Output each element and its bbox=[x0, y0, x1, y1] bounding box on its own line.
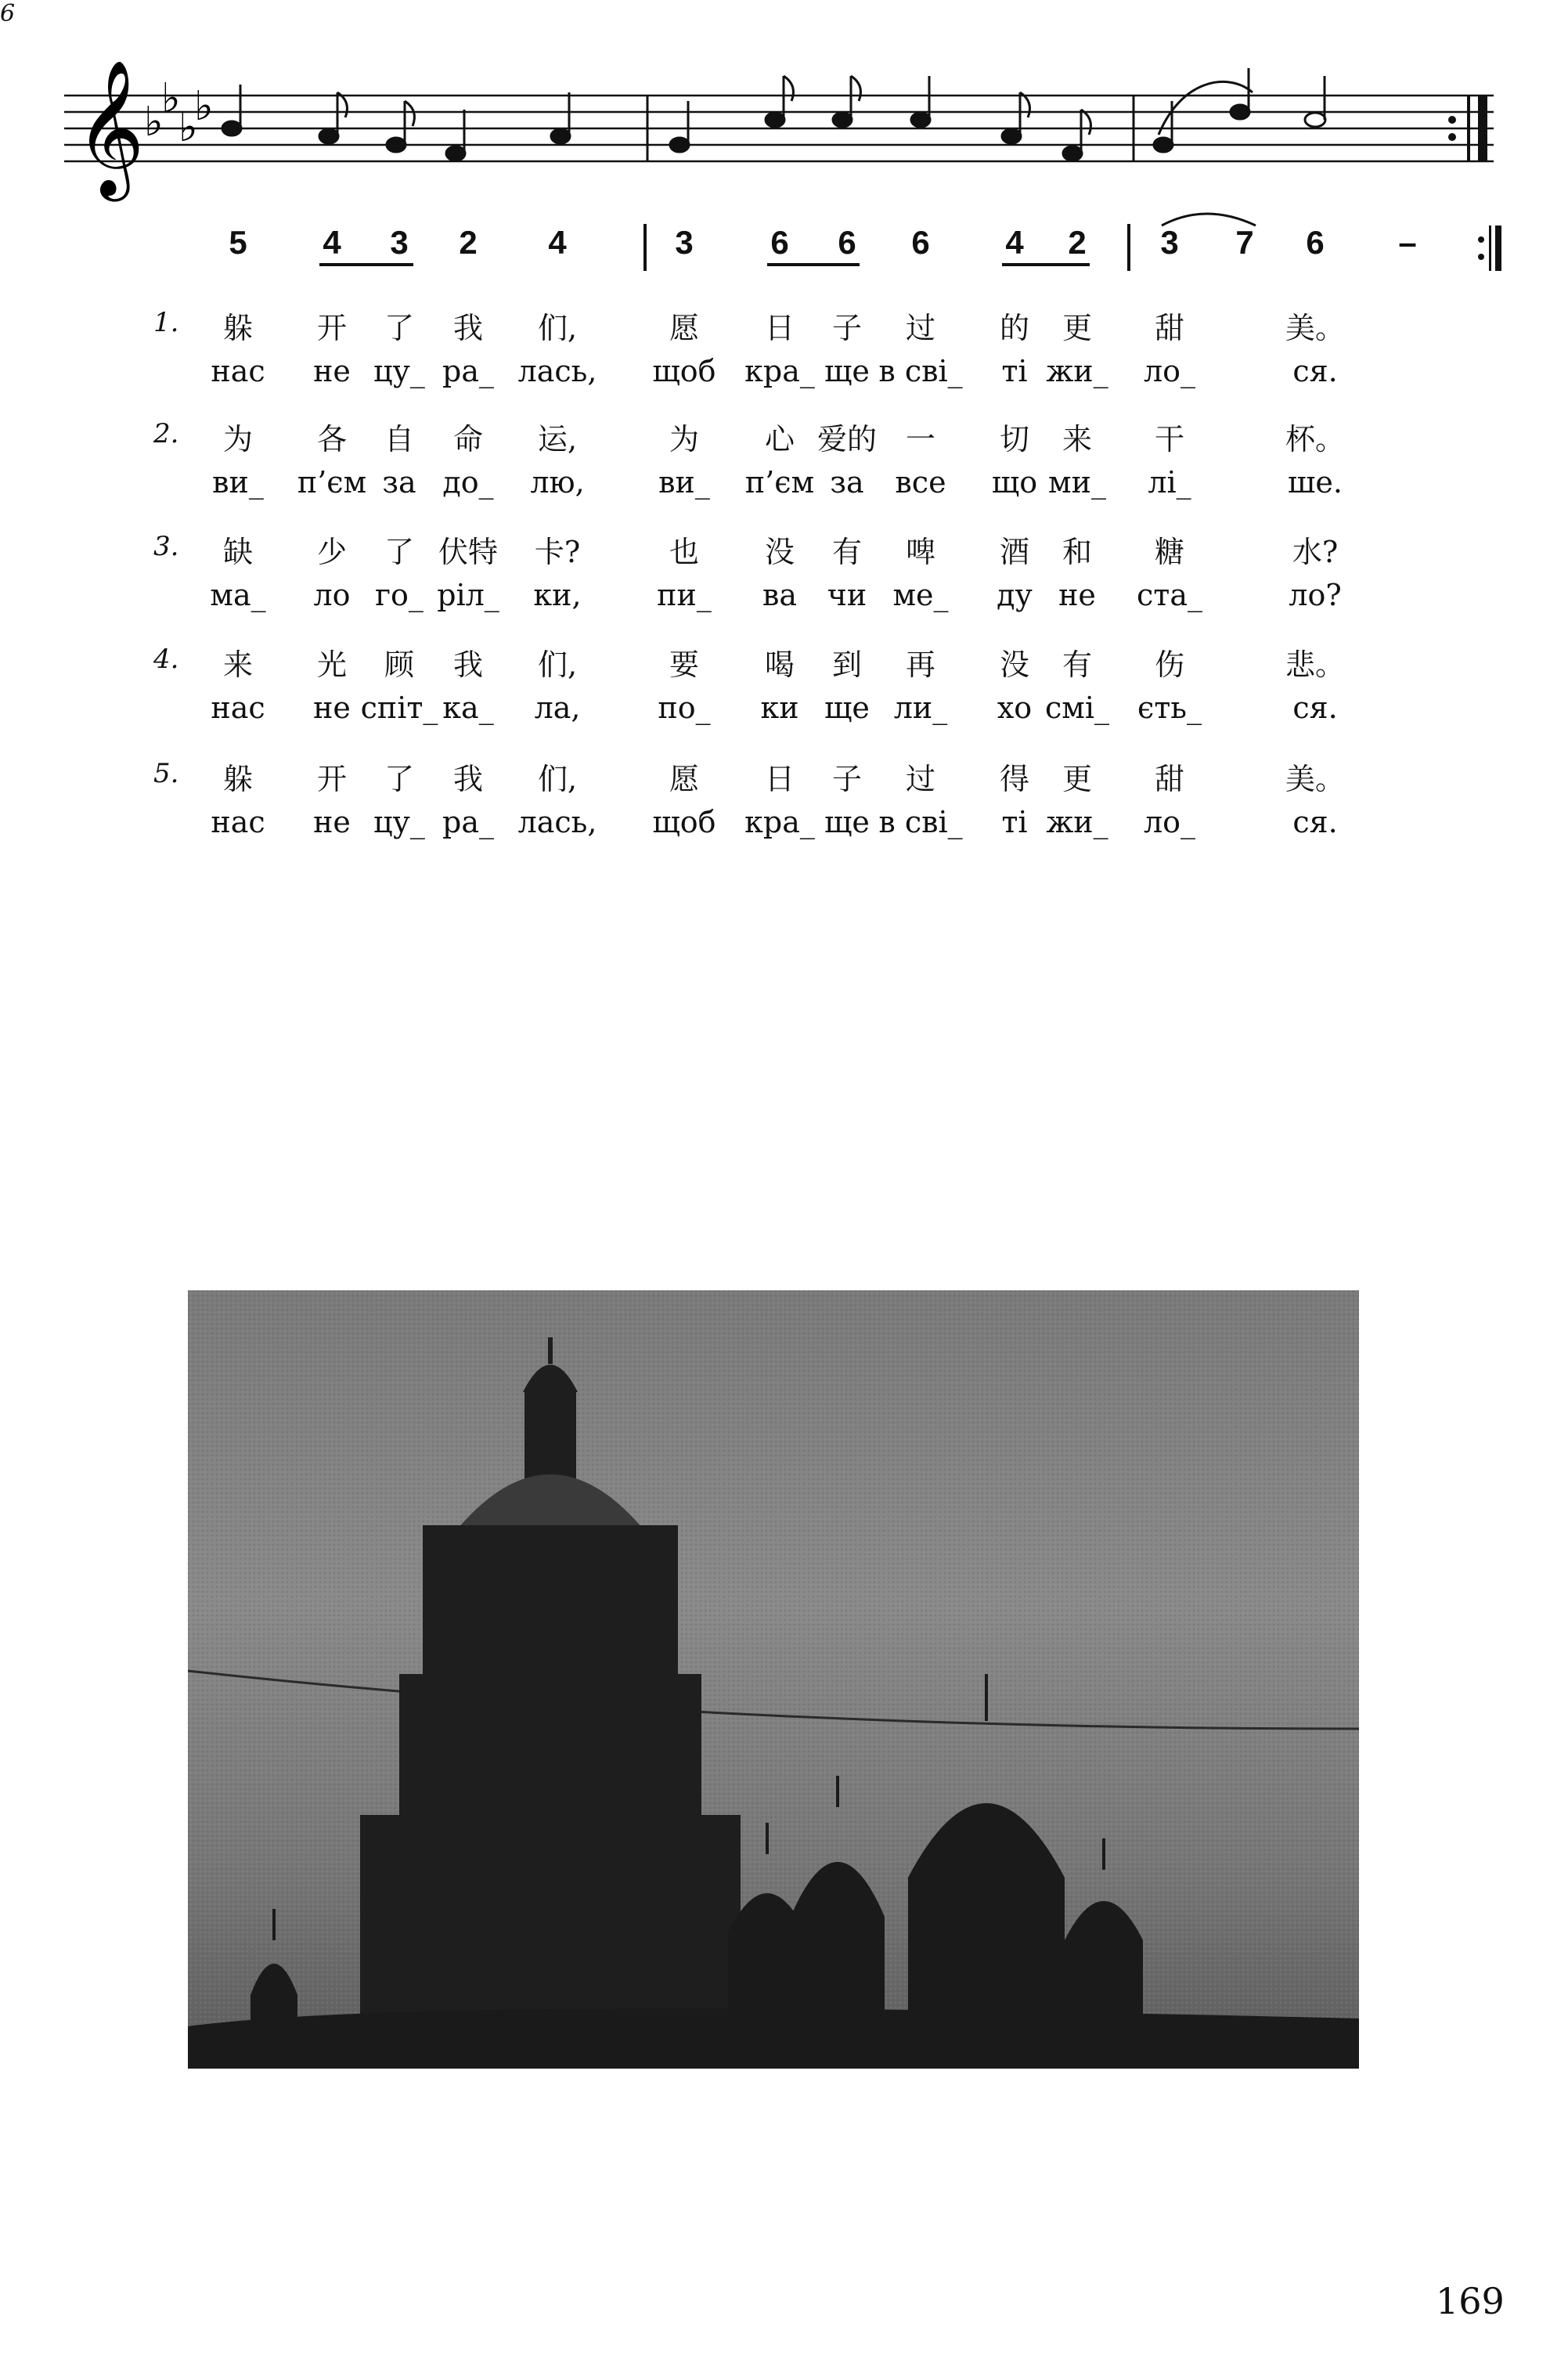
verse-number: 4. bbox=[153, 644, 179, 675]
jianpu-note: 4 bbox=[548, 224, 567, 261]
lyric-chinese-syllable: 日 bbox=[764, 311, 795, 345]
lyric-ukrainian-syllable: що bbox=[991, 465, 1038, 500]
lyric-chinese-syllable: 再 bbox=[905, 648, 936, 682]
lyric-ukrainian-syllable: ра_ bbox=[442, 354, 494, 388]
verse-number: 2. bbox=[153, 418, 179, 449]
lyric-chinese-syllable: 一 bbox=[905, 422, 936, 456]
lyric-chinese-syllable: 开 bbox=[316, 762, 348, 796]
lyric-ukrainian-syllable: по_ bbox=[658, 691, 711, 725]
lyric-chinese-syllable: 喝 bbox=[764, 648, 795, 682]
lyric-ukrainian-syllable: ріл_ bbox=[437, 578, 499, 612]
lyric-chinese-syllable: 们, bbox=[537, 762, 578, 796]
svg-text:♭: ♭ bbox=[178, 104, 198, 151]
lyric-ukrainian-syllable: не bbox=[313, 691, 351, 725]
lyric-chinese-syllable: 躲 bbox=[222, 311, 254, 345]
lyric-chinese-syllable: 们, bbox=[537, 648, 578, 682]
lyric-chinese-syllable: 水? bbox=[1292, 535, 1339, 569]
lyric-chinese-syllable: 各 bbox=[316, 422, 348, 456]
lyric-ukrainian-syllable: го_ bbox=[375, 578, 424, 612]
jianpu-slur bbox=[1159, 205, 1260, 229]
lyric-chinese-syllable: 为 bbox=[669, 422, 700, 456]
lyric-ukrainian-syllable: цу_ bbox=[373, 805, 425, 839]
lyric-ukrainian-syllable: спіт_ bbox=[360, 691, 438, 725]
lyric-chinese-syllable: 子 bbox=[831, 762, 863, 796]
svg-text:♭: ♭ bbox=[194, 83, 214, 130]
lyric-chinese-syllable: 啤 bbox=[905, 535, 936, 569]
lyric-chinese-syllable: 爱的 bbox=[816, 422, 878, 456]
lyric-chinese-syllable: 伏特 bbox=[438, 535, 499, 569]
verse-number: 3. bbox=[153, 531, 179, 562]
jianpu-underline bbox=[767, 263, 860, 266]
lyric-chinese-syllable: 顾 bbox=[384, 648, 415, 682]
lyric-ukrainian-syllable: хо bbox=[997, 691, 1033, 725]
lyric-chinese-syllable: 要 bbox=[669, 648, 700, 682]
jianpu-note: 3 bbox=[390, 224, 409, 261]
lyric-ukrainian-syllable: ка_ bbox=[442, 691, 494, 725]
lyric-ukrainian-syllable: жи_ bbox=[1046, 354, 1108, 388]
lyric-chinese-syllable: 愿 bbox=[669, 311, 700, 345]
lyric-chinese-syllable: 有 bbox=[1062, 648, 1093, 682]
lyric-chinese-syllable: 运, bbox=[537, 422, 578, 456]
key-signature-flats bbox=[144, 75, 214, 151]
lyric-ukrainian-syllable: нас bbox=[211, 354, 265, 388]
lyric-chinese-syllable: 杯。 bbox=[1285, 422, 1346, 456]
lyric-chinese-syllable: 没 bbox=[764, 535, 795, 569]
lyric-ukrainian-syllable: ще bbox=[824, 805, 870, 839]
lyric-chinese-syllable: 美。 bbox=[1285, 762, 1346, 796]
lyric-chinese-syllable: 伤 bbox=[1154, 648, 1185, 682]
jianpu-underline bbox=[1002, 263, 1090, 266]
jianpu-note: 4 bbox=[1005, 224, 1024, 261]
svg-text:♭: ♭ bbox=[144, 99, 164, 146]
lyric-chinese-syllable: 了 bbox=[384, 311, 415, 345]
lyric-ukrainian-syllable: чи bbox=[827, 578, 867, 612]
lyric-chinese-syllable: 得 bbox=[999, 762, 1030, 796]
lyric-ukrainian-syllable: п’єм bbox=[297, 465, 367, 500]
lyric-ukrainian-syllable: ра_ bbox=[442, 805, 494, 839]
jianpu-note: 3 bbox=[1160, 224, 1179, 261]
lyric-ukrainian-syllable: ли_ bbox=[893, 691, 948, 725]
lyric-chinese-syllable: 甜 bbox=[1154, 311, 1185, 345]
lyric-ukrainian-syllable: жи_ bbox=[1046, 805, 1108, 839]
lyric-ukrainian-syllable: ла, bbox=[534, 691, 581, 725]
lyric-chinese-syllable: 自 bbox=[384, 422, 415, 456]
lyric-chinese-syllable: 和 bbox=[1062, 535, 1093, 569]
lyric-ukrainian-syllable: кра_ bbox=[744, 805, 815, 839]
lyric-ukrainian-syllable: лю, bbox=[530, 465, 585, 500]
lyric-ukrainian-syllable: ме_ bbox=[892, 578, 949, 612]
lyric-chinese-syllable: 来 bbox=[1062, 422, 1093, 456]
jianpu-note: 6 bbox=[911, 224, 930, 261]
page-number: 169 bbox=[1436, 2280, 1505, 2322]
lyric-chinese-syllable: 有 bbox=[831, 535, 863, 569]
lyric-chinese-syllable: 没 bbox=[999, 648, 1030, 682]
lyric-chinese-syllable: 美。 bbox=[1285, 311, 1346, 345]
lyric-chinese-syllable: 少 bbox=[316, 535, 348, 569]
lyric-chinese-syllable: 我 bbox=[452, 311, 484, 345]
lyric-ukrainian-syllable: ся. bbox=[1292, 691, 1338, 725]
lyric-ukrainian-syllable: ду bbox=[997, 578, 1033, 612]
lyric-ukrainian-syllable: нас bbox=[211, 805, 265, 839]
jianpu-repeat-sign bbox=[1475, 224, 1506, 274]
music-staff bbox=[0, 0, 1568, 235]
lyric-chinese-syllable: 干 bbox=[1154, 422, 1185, 456]
lyric-chinese-syllable: 们, bbox=[537, 311, 578, 345]
jianpu-barline bbox=[1127, 224, 1130, 271]
lyric-ukrainian-syllable: в сві_ bbox=[878, 805, 963, 839]
jianpu-underline bbox=[319, 263, 413, 266]
lyric-ukrainian-syllable: ма_ bbox=[210, 578, 266, 612]
lyric-ukrainian-syllable: ста_ bbox=[1137, 578, 1202, 612]
lyric-ukrainian-syllable: ще bbox=[824, 354, 870, 388]
lyric-ukrainian-syllable: смі_ bbox=[1045, 691, 1109, 725]
jianpu-note: 5 bbox=[229, 224, 247, 261]
jianpu-note: 7 bbox=[1235, 224, 1254, 261]
cathedral-silhouette-image bbox=[188, 1290, 1359, 2069]
jianpu-barline bbox=[643, 224, 647, 271]
lyric-ukrainian-syllable: за bbox=[382, 465, 416, 500]
lyric-ukrainian-syllable: не bbox=[313, 805, 351, 839]
lyric-chinese-syllable: 我 bbox=[452, 762, 484, 796]
lyric-ukrainian-syllable: ще bbox=[824, 691, 870, 725]
lyric-ukrainian-syllable: ті bbox=[1001, 805, 1028, 839]
lyric-ukrainian-syllable: єть_ bbox=[1137, 691, 1202, 725]
verse-number: 1. bbox=[153, 307, 179, 338]
jianpu-note: 2 bbox=[1068, 224, 1087, 261]
lyric-chinese-syllable: 也 bbox=[669, 535, 700, 569]
jianpu-note: 6 bbox=[1306, 224, 1325, 261]
lyric-chinese-syllable: 到 bbox=[831, 648, 863, 682]
cathedral-photo bbox=[188, 1290, 1359, 2069]
lyric-ukrainian-syllable: все bbox=[895, 465, 946, 500]
lyric-ukrainian-syllable: цу_ bbox=[373, 354, 425, 388]
lyric-chinese-syllable: 切 bbox=[999, 422, 1030, 456]
measure-number: 6 bbox=[0, 0, 16, 27]
lyric-ukrainian-syllable: ви_ bbox=[658, 465, 710, 500]
lyric-ukrainian-syllable: лась, bbox=[517, 805, 597, 839]
lyric-chinese-syllable: 过 bbox=[905, 762, 936, 796]
lyric-ukrainian-syllable: лась, bbox=[517, 354, 597, 388]
lyric-ukrainian-syllable: щоб bbox=[652, 805, 716, 839]
lyric-ukrainian-syllable: ва bbox=[762, 578, 798, 612]
jianpu-note: 4 bbox=[323, 224, 341, 261]
lyric-chinese-syllable: 过 bbox=[905, 311, 936, 345]
lyric-chinese-syllable: 悲。 bbox=[1285, 648, 1346, 682]
lyric-chinese-syllable: 命 bbox=[452, 422, 484, 456]
lyric-ukrainian-syllable: лі_ bbox=[1148, 465, 1191, 500]
lyric-ukrainian-syllable: нас bbox=[211, 691, 265, 725]
lyric-ukrainian-syllable: ки, bbox=[533, 578, 582, 612]
lyric-chinese-syllable: 开 bbox=[316, 311, 348, 345]
lyric-ukrainian-syllable: ми_ bbox=[1048, 465, 1106, 500]
lyric-chinese-syllable: 更 bbox=[1062, 311, 1093, 345]
lyric-ukrainian-syllable: ше. bbox=[1288, 465, 1343, 500]
jianpu-note: 3 bbox=[675, 224, 694, 261]
lyric-ukrainian-syllable: п’єм bbox=[744, 465, 815, 500]
verse-number: 5. bbox=[153, 758, 179, 789]
lyric-ukrainian-syllable: ви_ bbox=[212, 465, 264, 500]
lyric-ukrainian-syllable: ло_ bbox=[1143, 805, 1196, 839]
lyric-ukrainian-syllable: до_ bbox=[442, 465, 494, 500]
lyric-chinese-syllable: 为 bbox=[222, 422, 254, 456]
lyric-ukrainian-syllable: ті bbox=[1001, 354, 1028, 388]
lyric-ukrainian-syllable: в сві_ bbox=[878, 354, 963, 388]
lyric-chinese-syllable: 子 bbox=[831, 311, 863, 345]
lyric-chinese-syllable: 我 bbox=[452, 648, 484, 682]
lyric-ukrainian-syllable: ся. bbox=[1292, 354, 1338, 388]
lyric-ukrainian-syllable: не bbox=[313, 354, 351, 388]
lyric-chinese-syllable: 躲 bbox=[222, 762, 254, 796]
lyric-chinese-syllable: 的 bbox=[999, 311, 1030, 345]
treble-clef-icon: 𝄞 bbox=[75, 60, 145, 196]
lyric-ukrainian-syllable: кра_ bbox=[744, 354, 815, 388]
lyric-chinese-syllable: 酒 bbox=[999, 535, 1030, 569]
jianpu-note: 6 bbox=[770, 224, 789, 261]
lyric-chinese-syllable: 心 bbox=[764, 422, 795, 456]
lyric-ukrainian-syllable: ся. bbox=[1292, 805, 1338, 839]
lyric-chinese-syllable: 甜 bbox=[1154, 762, 1185, 796]
svg-text:♭: ♭ bbox=[161, 75, 181, 122]
lyric-chinese-syllable: 卡? bbox=[534, 535, 581, 569]
lyric-chinese-syllable: 光 bbox=[316, 648, 348, 682]
lyric-chinese-syllable: 来 bbox=[222, 648, 254, 682]
lyric-ukrainian-syllable: ло? bbox=[1289, 578, 1342, 612]
lyric-ukrainian-syllable: ло_ bbox=[1143, 354, 1196, 388]
lyric-chinese-syllable: 更 bbox=[1062, 762, 1093, 796]
lyric-ukrainian-syllable: за bbox=[830, 465, 864, 500]
jianpu-note: – bbox=[1398, 224, 1417, 261]
jianpu-note: 6 bbox=[838, 224, 856, 261]
lyric-ukrainian-syllable: не bbox=[1058, 578, 1096, 612]
lyric-ukrainian-syllable: ло bbox=[313, 578, 351, 612]
lyric-chinese-syllable: 日 bbox=[764, 762, 795, 796]
lyric-ukrainian-syllable: щоб bbox=[652, 354, 716, 388]
lyric-chinese-syllable: 缺 bbox=[222, 535, 254, 569]
lyric-ukrainian-syllable: пи_ bbox=[657, 578, 712, 612]
lyric-chinese-syllable: 了 bbox=[384, 762, 415, 796]
jianpu-note: 2 bbox=[459, 224, 478, 261]
lyric-chinese-syllable: 愿 bbox=[669, 762, 700, 796]
lyric-chinese-syllable: 糖 bbox=[1154, 535, 1185, 569]
lyric-ukrainian-syllable: ки bbox=[760, 691, 799, 725]
lyric-chinese-syllable: 了 bbox=[384, 535, 415, 569]
